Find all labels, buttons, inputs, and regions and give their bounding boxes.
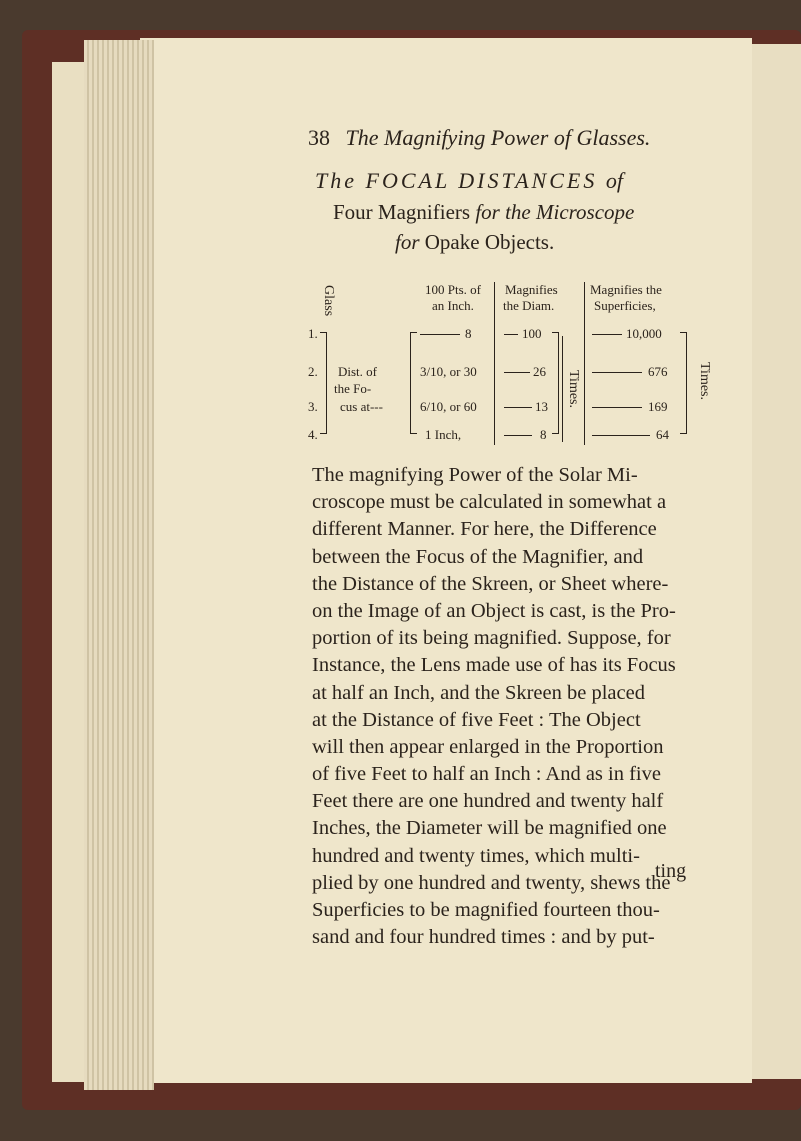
heading-line-2 [333,200,634,225]
body-line: will then appear enlarged in the Proportion [312,735,664,758]
heading-opake-objects: Opake Objects. [424,230,555,254]
col-diam-header-1: Magnifies [505,282,558,297]
pts-row-3: 6/10, or 60 [420,399,477,414]
col-sup-header-1: Magnifies the [590,282,662,297]
pts-row-4: 1 Inch, [425,427,462,442]
sup-leader-3 [592,407,642,408]
diam-row-4: 8 [540,427,547,442]
diam-leader-1 [504,334,518,335]
divider-2 [584,282,585,445]
pts-row-2: 3/10, or 30 [420,364,477,379]
body-line: on the Image of an Object is cast, is the Pro- [312,599,676,622]
glass-3: 3. [308,399,318,414]
sup-leader-4 [592,435,650,436]
body-line: sand and four hundred times : and by put- [312,926,655,949]
pts-brace [410,332,417,434]
diam-brace [552,332,559,434]
diam-row-2: 26 [533,364,546,379]
dist-label-3: cus at--- [340,399,383,414]
row1-leader [420,334,460,335]
heading-line-1 [315,168,715,194]
pts-row-1: 8 [465,326,472,341]
heading-the: The [315,168,357,193]
divider-1 [494,282,495,445]
body-line: Superficies to be magnified fourteen thou- [312,899,660,921]
diam-row-1: 100 [522,326,542,341]
body-line: The magnifying Power of the Solar Mi- [312,464,638,486]
heading-for-microscope: for the Microscope [475,200,635,224]
body-line: the Distance of the Skreen, or Sheet where- [312,572,669,595]
times-label-2: Times. [697,362,712,401]
heading-line-3 [395,230,554,255]
facing-page-edge [749,44,801,1079]
body-line: portion of its being magnified. Suppose, for [312,627,671,650]
times-label-1: Times. [566,370,581,409]
page-edges [84,40,154,1090]
heading-focal-distances: FOCAL DISTANCES [365,168,598,193]
body-line: at the Distance of five Feet : The Object [312,708,641,731]
running-head [308,125,650,151]
body-line: Inches, the Diameter will be magnified one [312,817,667,840]
sup-row-4: 64 [656,427,669,442]
page-number: 38 [308,125,330,150]
col-glass-header: Glass [321,285,336,317]
running-title: The Magnifying Power of Glasses. [345,125,651,150]
body-line: different Manner. For here, the Difference [312,518,657,541]
body-paragraph [312,462,702,951]
body-line: Feet there are one hundred and twenty half [312,790,664,813]
body-line: of five Feet to half an Inch : And as in five [312,763,661,786]
glass-2: 2. [308,364,318,379]
glass-4: 4. [308,427,318,442]
catchword: ting [655,860,687,882]
dist-label-1: Dist. of [338,364,377,379]
diam-leader-4 [504,435,532,436]
glass-1: 1. [308,326,318,341]
body-line: Instance, the Lens made use of has its Focus [312,654,676,677]
heading-four-magnifiers: Four Magnifiers [333,200,471,224]
col-sup-header-2: Superficies, [594,298,656,313]
body-line: plied by one hundred and twenty, shews the [312,871,671,894]
sup-row-1: 10,000 [626,326,662,341]
sup-brace [680,332,687,434]
body-line: at half an Inch, and the Skreen be placed [312,681,645,704]
sup-row-2: 676 [648,364,668,379]
sup-row-3: 169 [648,399,668,414]
glass-brace [320,332,327,434]
diam-row-3: 13 [535,399,548,414]
col-pts-header-1: 100 Pts. of [425,282,481,297]
body-line: between the Focus of the Magnifier, and [312,545,644,568]
col-diam-header-2: the Diam. [503,298,555,313]
sup-leader-1 [592,334,622,335]
heading-of: of [605,168,623,193]
diam-leader-2 [504,372,530,373]
diam-leader-3 [504,407,532,408]
heading-for: for [395,230,420,254]
dist-label-2: the Fo- [334,381,372,396]
sup-leader-2 [592,372,642,373]
body-line: hundred and twenty times, which multi- [312,844,640,867]
times-divider-1 [562,336,563,442]
col-pts-header-2: an Inch. [432,298,474,313]
body-line: croscope must be calculated in somewhat a [312,491,667,514]
